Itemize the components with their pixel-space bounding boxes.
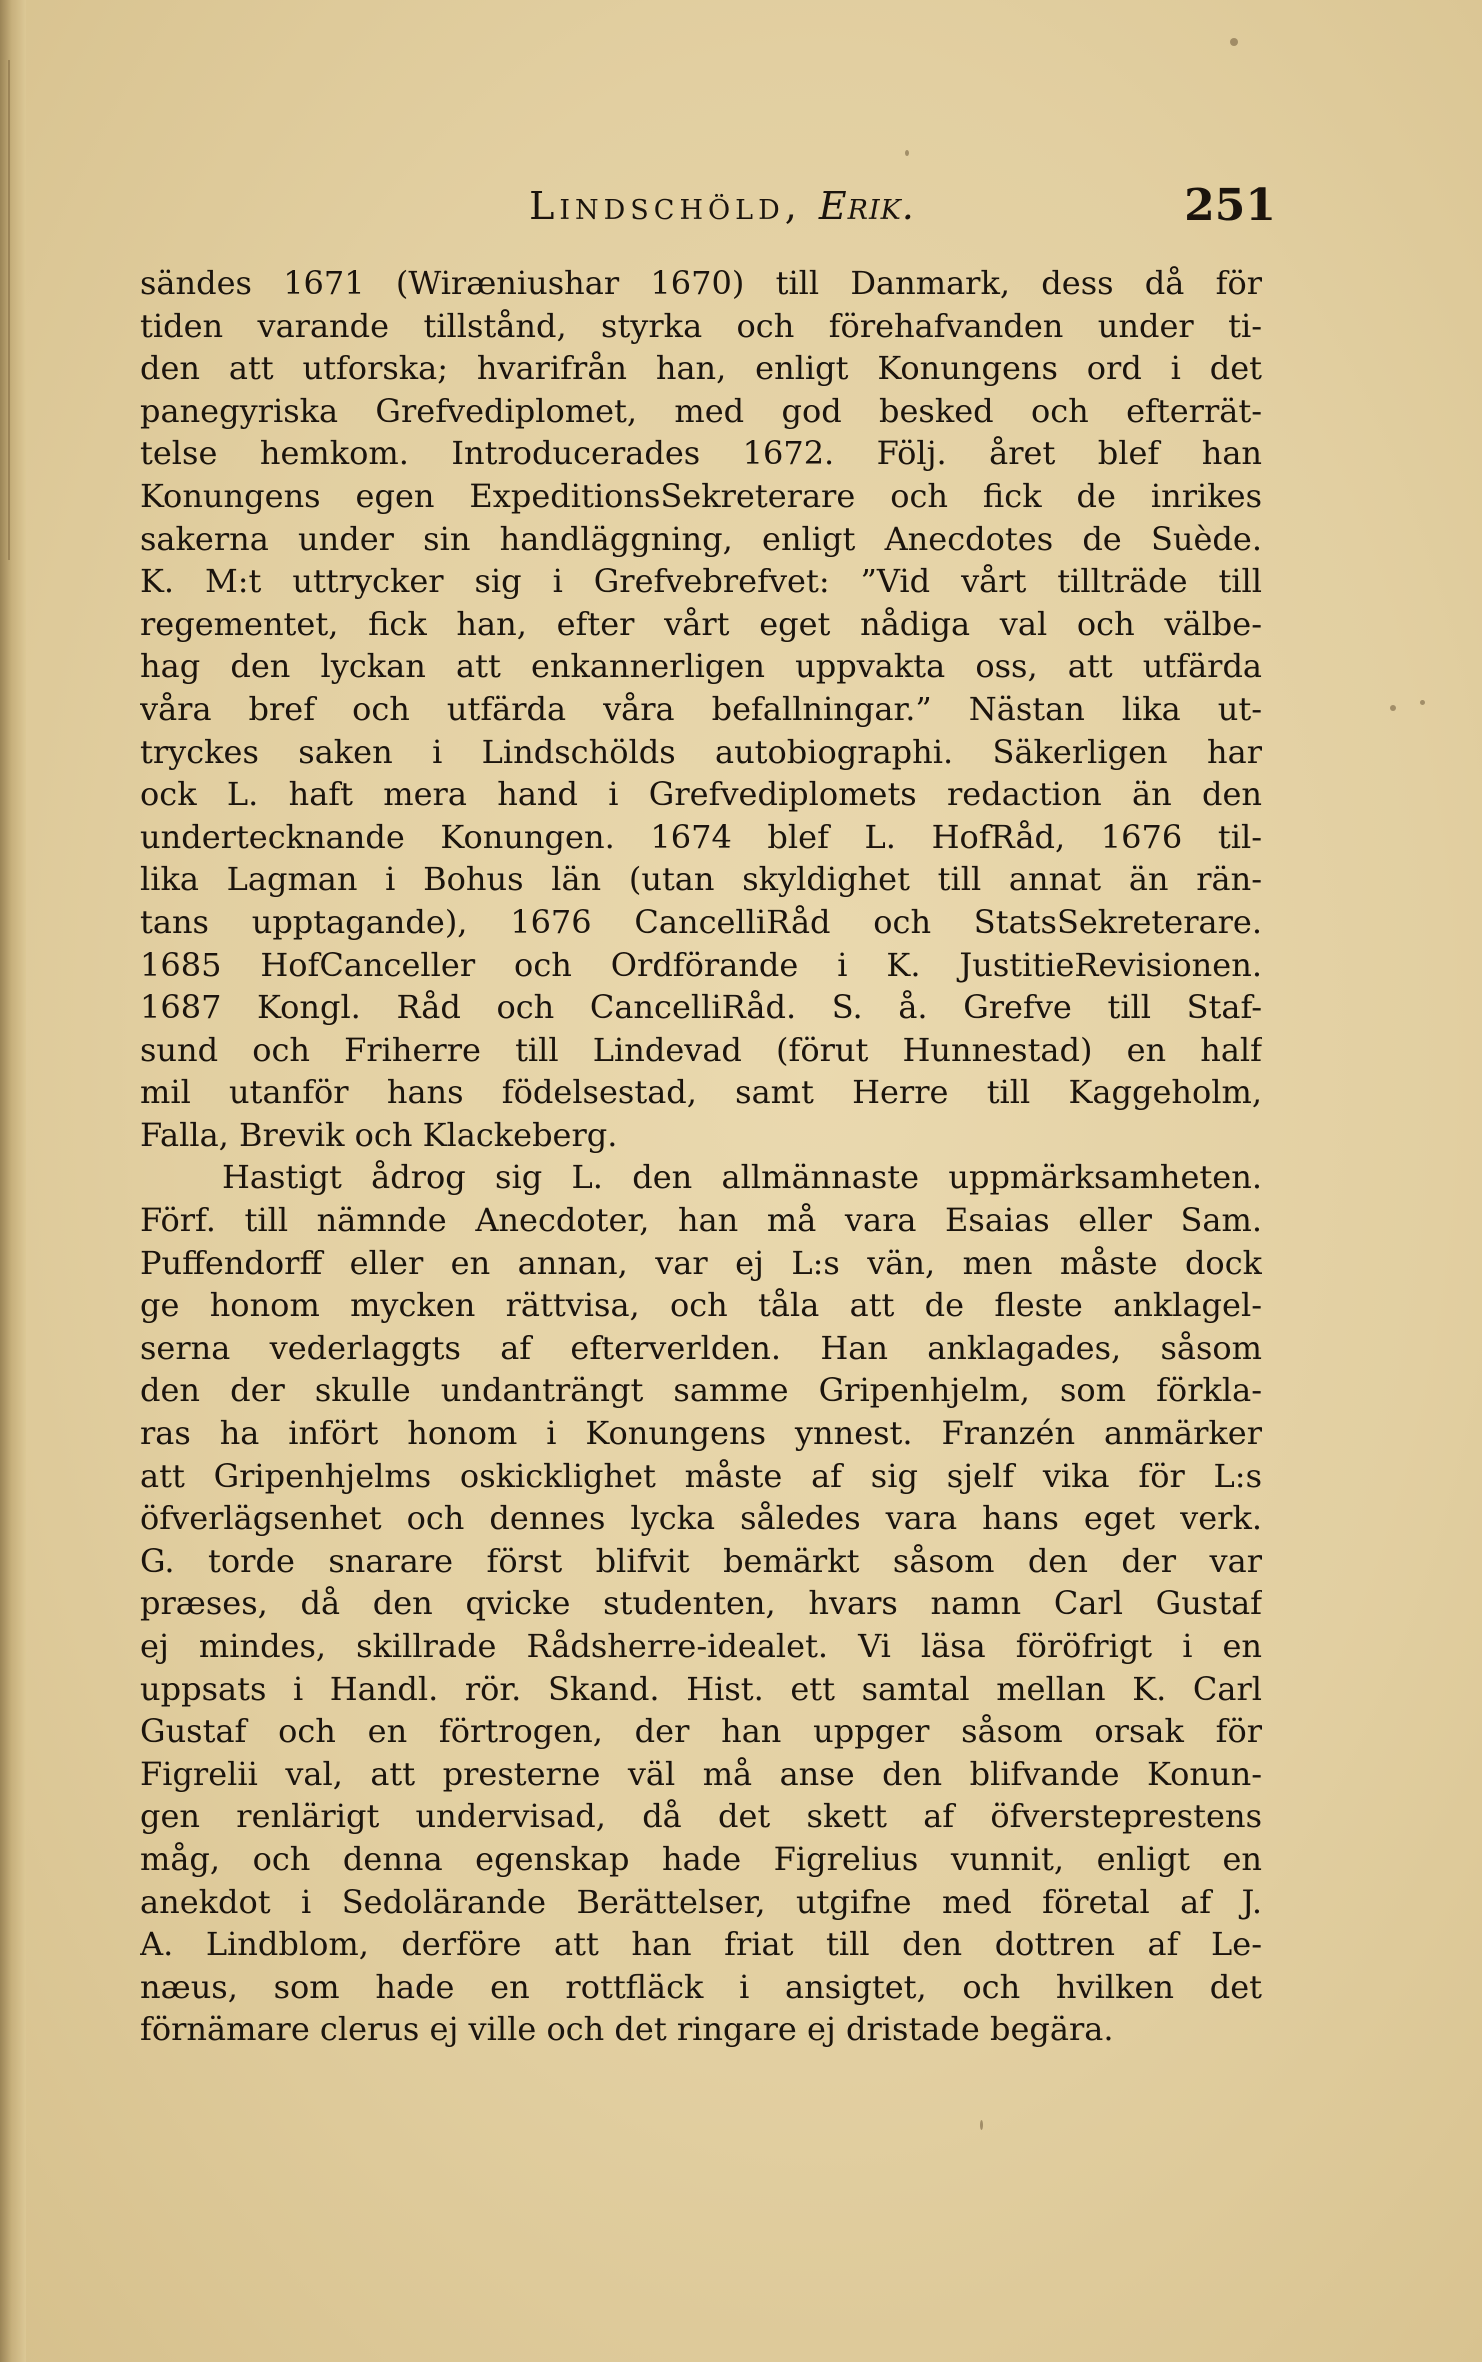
- text-line: 1687 Kongl. Råd och CancelliRåd. S. å. Grefve till Staf-: [140, 988, 1262, 1027]
- text-line: panegyriska Grefvediplomet, med god besked och efterrät-: [140, 391, 1262, 430]
- text-line: våra bref och utfärda våra befallningar.” Nästan lika ut-: [140, 689, 1262, 728]
- running-head-name: Lindschöld,: [529, 184, 802, 228]
- text-line: uppsats i Handl. rör. Skand. Hist. ett samtal mellan K. Carl: [140, 1669, 1262, 1708]
- text-line: anekdot i Sedolärande Berättelser, utgifne med företal af J.: [140, 1882, 1262, 1921]
- text-line: undertecknande Konungen. 1674 blef L. HofRåd, 1676 til-: [140, 817, 1262, 856]
- text-line: A. Lindblom, derföre att han friat till den dottren af Le-: [140, 1925, 1262, 1964]
- text-line: mil utanför hans födelsestad, samt Herre till Kaggeholm,: [140, 1073, 1262, 1112]
- text-line: gen renlärigt undervisad, då det skett af öfversteprestens: [140, 1797, 1262, 1836]
- running-head-given-name: Erik.: [818, 184, 915, 228]
- text-line: regementet, fick han, efter vårt eget nådiga val och välbe-: [140, 604, 1262, 643]
- page-number: 251: [1184, 180, 1276, 231]
- text-line: Konungens egen ExpeditionsSekreterare och fick de inrikes: [140, 476, 1262, 515]
- page-header: [168, 176, 1276, 236]
- text-line: den der skulle undanträngt samme Gripenhjelm, som förkla-: [140, 1371, 1262, 1410]
- paper-speck: [980, 2120, 983, 2130]
- text-line: Förf. till nämnde Anecdoter, han må vara Esaias eller Sam.: [140, 1201, 1262, 1240]
- text-line: den att utforska; hvarifrån han, enligt Konungens ord i det: [140, 349, 1262, 388]
- text-line: 1685 HofCanceller och Ordförande i K. JustitieRevisionen.: [140, 945, 1262, 984]
- text-line: lika Lagman i Bohus län (utan skyldighet till annat än rän-: [140, 860, 1262, 899]
- text-line: Puffendorff eller en annan, var ej L:s vän, men måste dock: [140, 1243, 1262, 1282]
- text-line: Figrelii val, att presterne väl må anse den blifvande Konun-: [140, 1754, 1262, 1793]
- paper-speck: [1420, 700, 1425, 705]
- paragraph-1: [140, 262, 1262, 1156]
- text-line: præses, då den qvicke studenten, hvars namn Carl Gustaf: [140, 1584, 1262, 1623]
- text-line: tryckes saken i Lindschölds autobiographi. Säkerligen har: [140, 732, 1262, 771]
- paper-speck: [1390, 705, 1396, 711]
- text-line: næus, som hade en rottfläck i ansigtet, och hvilken det: [140, 1967, 1262, 2006]
- text-line: Gustaf och en förtrogen, der han uppger såsom orsak för: [140, 1712, 1262, 1751]
- text-line: tans upptagande), 1676 CancelliRåd och StatsSekreterare.: [140, 902, 1262, 941]
- text-line: ock L. haft mera hand i Grefvediplomets redaction än den: [140, 775, 1262, 814]
- paragraph-2: [140, 1156, 1262, 2050]
- text-line: serna vederlaggts af efterverlden. Han anklagades, såsom: [140, 1328, 1262, 1367]
- text-line: ras ha infört honom i Konungens ynnest. Franzén anmärker: [140, 1414, 1262, 1453]
- text-line: att Gripenhjelms oskicklighet måste af sig sjelf vika för L:s: [140, 1456, 1262, 1495]
- running-head: [168, 176, 1276, 236]
- text-line: hag den lyckan att enkannerligen uppvakta oss, att utfärda: [140, 647, 1262, 686]
- text-line: tiden varande tillstånd, styrka och förehafvanden under ti-: [140, 306, 1262, 345]
- text-line: förnämare clerus ej ville och det ringare ej dristade begära.: [140, 2010, 1114, 2049]
- text-line: måg, och denna egenskap hade Figrelius vunnit, enligt en: [140, 1839, 1262, 1878]
- body-text: [140, 262, 1262, 2051]
- text-line: G. torde snarare först blifvit bemärkt såsom den der var: [140, 1541, 1262, 1580]
- spine-crease: [8, 60, 10, 560]
- text-line: telse hemkom. Introducerades 1672. Följ. året blef han: [140, 434, 1262, 473]
- text-line: K. M:t uttrycker sig i Grefvebrefvet: ”Vid vårt tillträde till: [140, 562, 1262, 601]
- text-line: ej mindes, skillrade Rådsherre-idealet. Vi läsa föröfrigt i en: [140, 1627, 1262, 1665]
- text-line: Hastigt ådrog sig L. den allmännaste uppmärksamheten.: [222, 1158, 1262, 1197]
- text-line: ge honom mycken rättvisa, och tåla att de fleste anklagel-: [140, 1286, 1262, 1325]
- text-line: sund och Friherre till Lindevad (förut Hunnestad) en half: [140, 1030, 1262, 1069]
- book-spine-shadow: [0, 0, 26, 2362]
- text-line: sändes 1671 (Wiræniushar 1670) till Danmark, dess då för: [140, 264, 1262, 302]
- paper-speck: [905, 150, 909, 156]
- paper-speck: [1230, 38, 1238, 46]
- text-line: öfverlägsenhet och dennes lycka således vara hans eget verk.: [140, 1499, 1262, 1538]
- text-line: sakerna under sin handläggning, enligt Anecdotes de Suède.: [140, 519, 1262, 558]
- text-line: Falla, Brevik och Klackeberg.: [140, 1115, 618, 1154]
